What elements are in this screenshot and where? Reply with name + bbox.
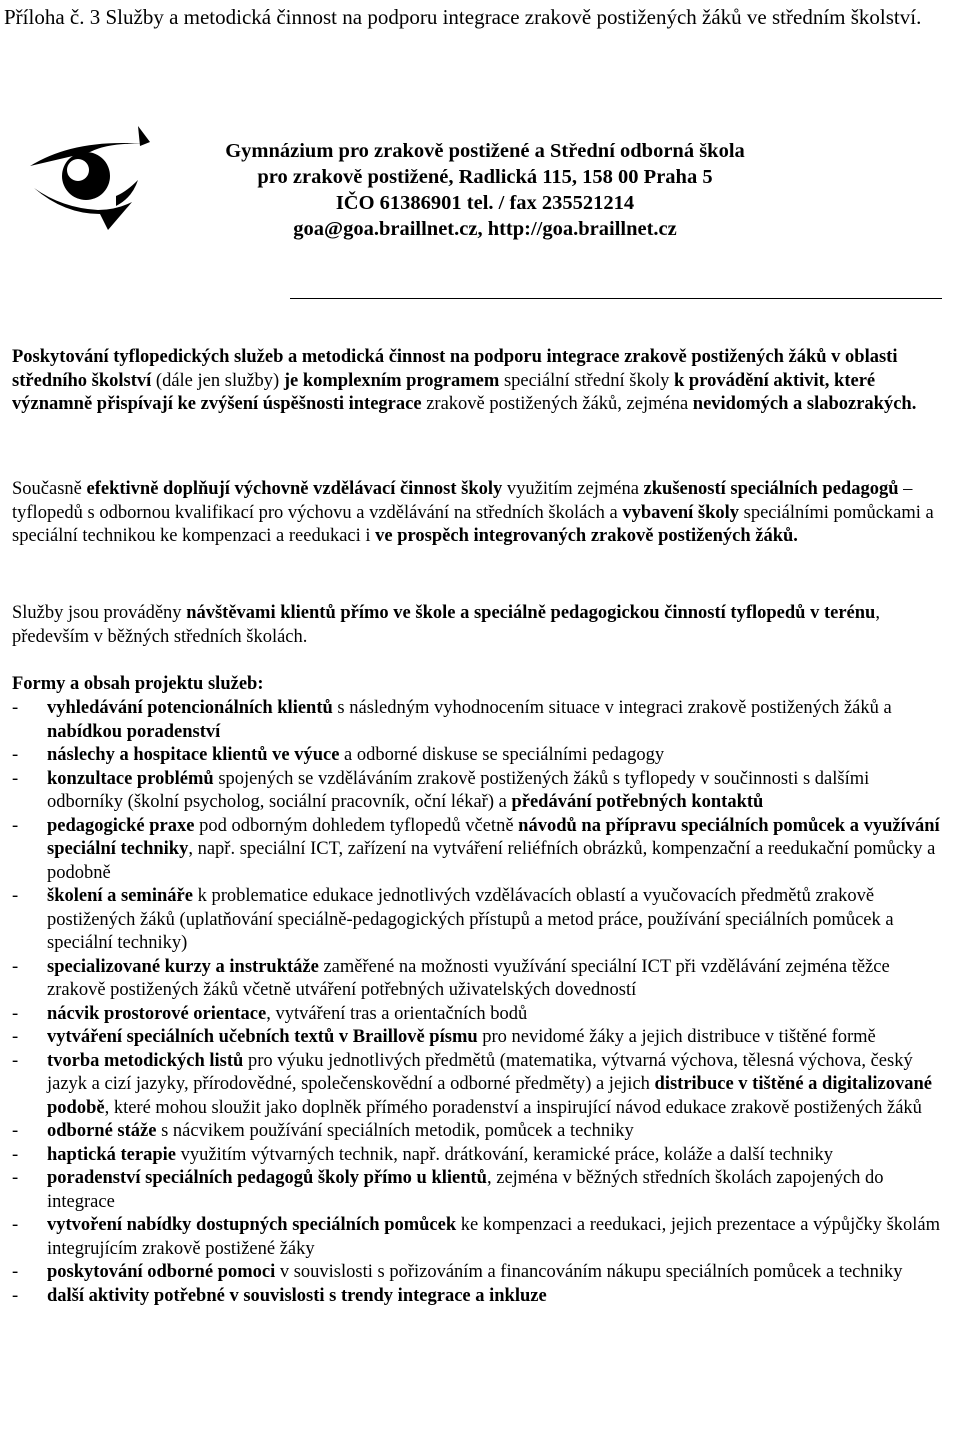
- text-run: pro výuku jednotlivých předmětů (matematika, výtvarná výchova, tělesná výchova, český jazyk a cizí jazyky, přírodovědné, společenskovědní a odborné předměty) a jejich: [47, 1050, 913, 1094]
- list-item: [12, 1144, 947, 1168]
- divider: [290, 298, 942, 299]
- bold-text-run: poskytování odborné pomoci: [47, 1262, 276, 1282]
- text-run: využitím výtvarných technik, např. drátkování, keramické práce, koláže a další techniky: [175, 1144, 833, 1165]
- bold-text-run: poradenství speciálních pedagogů školy přímo u klientů: [47, 1168, 487, 1188]
- bold-text-run: tvorba metodických listů: [47, 1050, 244, 1071]
- bold-text-run: zkušeností speciálních pedagogů: [643, 479, 899, 499]
- text-run: , zejména v běžných středních školách zapojených do integrace: [47, 1168, 884, 1212]
- bold-text-run: vytvoření nabídky dostupných speciálních pomůcek: [47, 1215, 457, 1235]
- text-run: – tyflopedů s odbornou kvalifikací pro výchovu a vzdělávání na středních školách a: [12, 479, 913, 523]
- section-heading: Formy a obsah projektu služeb:: [12, 674, 264, 694]
- bold-text-run: ve prospěch integrovaných zrakově postižených žáků.: [375, 526, 798, 546]
- list-item: [12, 1167, 947, 1214]
- text-run: pro nevidomé žáky a jejich distribuce v tištěné formě: [477, 1027, 876, 1047]
- bold-text-run: specializované kurzy a instruktáže: [47, 956, 319, 977]
- bold-text-run: náslechy a hospitace klientů ve výuce: [47, 745, 340, 765]
- text-run: Současně: [12, 479, 87, 499]
- page-title: Příloha č. 3 Služby a metodická činnost na podporu integrace zrakově postižených žáků ve středním školství.: [4, 5, 922, 29]
- dash-bullet: -: [12, 1121, 19, 1141]
- text-run: spojených se vzděláváním zrakově postižených žáků s tyflopedy v součinnosti s dalšími odborníky (školní psycholog, sociální pracovník, oční lékař) a: [47, 768, 870, 812]
- text-run: využitím zejména: [502, 479, 644, 499]
- bold-text-run: pedagogické praxe: [47, 815, 195, 836]
- bold-text-run: školení a semináře: [47, 886, 193, 906]
- text-run: speciálními pomůckami a speciální technikou ke kompenzaci a reedukaci i: [12, 502, 934, 546]
- bold-text-run: konzultace problémů: [47, 768, 214, 789]
- list-item: [12, 768, 947, 815]
- list-item: [12, 1214, 947, 1261]
- school-name: Gymnázium pro zrakově postižené a Střední odborná škola: [225, 140, 745, 162]
- list-item: [12, 815, 947, 886]
- bold-text-run: návodů na přípravu speciálních pomůcek a využívání speciální techniky: [47, 815, 940, 859]
- school-address-block: [140, 138, 830, 242]
- dash-bullet: -: [12, 1262, 19, 1282]
- bold-text-run: je komplexním programem: [283, 370, 500, 391]
- list-item: [12, 744, 947, 768]
- third-paragraph: [12, 602, 947, 649]
- school-contact: IČO 61386901 tel. / fax 235521214: [335, 192, 635, 214]
- text-run: zaměřené na možnosti využívání speciální ICT při vzdělávání zejména těžce zrakově postižených žáků včetně utváření potřebných uživatelských dovedností: [47, 956, 890, 1000]
- dash-bullet: -: [12, 815, 19, 836]
- second-paragraph: [12, 478, 947, 549]
- dash-bullet: -: [12, 1168, 19, 1188]
- text-run: , vytváření tras a orientačních bodů: [266, 1003, 528, 1024]
- text-run: s nácvikem používání speciálních metodik, pomůcek a techniky: [156, 1121, 634, 1141]
- text-run: s následným vyhodnocením situace v integraci zrakově postižených žáků a: [332, 698, 892, 718]
- bold-text-run: vytváření speciálních učebních textů v Braillově písmu: [47, 1027, 478, 1047]
- dash-bullet: -: [12, 956, 19, 977]
- text-run: , např. speciální ICT, zařízení na vytváření reliéfních obrázků, kompenzační a reedukační pomůcky a podobně: [47, 839, 936, 883]
- dash-bullet: -: [12, 745, 19, 765]
- list-item: [12, 1120, 947, 1144]
- bold-text-run: distribuce v tištěné a digitalizované podobě: [47, 1074, 933, 1118]
- dash-bullet: -: [12, 886, 19, 906]
- list-item: [12, 1285, 947, 1309]
- text-run: a odborné diskuse se speciálními pedagogy: [339, 745, 665, 765]
- bold-text-run: k provádění aktivit, které významně přispívají ke zvýšení úspěšnosti integrace: [12, 370, 876, 414]
- school-web: goa@goa.braillnet.cz, http://goa.braillnet.cz: [293, 218, 677, 240]
- text-run: k problematice edukace jednotlivých vzdělávacích oblastí a vyučovacích předmětů zrakově postižených žáků (uplatňování speciálně-pedagogických přístupů a metod práce, používání speciálních pomůcek a speciální techniky): [47, 886, 894, 953]
- services-list: [12, 697, 947, 1308]
- bold-text-run: vybavení školy: [622, 502, 740, 523]
- list-item: [12, 1026, 947, 1050]
- dash-bullet: -: [12, 1285, 19, 1306]
- list-item: [12, 697, 947, 744]
- bold-text-run: vyhledávání potencionálních klientů: [47, 698, 333, 718]
- bold-text-run: další aktivity potřebné v souvislosti s trendy integrace a inkluze: [47, 1285, 547, 1306]
- dash-bullet: -: [12, 1003, 19, 1024]
- dash-bullet: -: [12, 768, 19, 789]
- bold-text-run: Poskytování tyflopedických služeb a metodická činnost na podporu integrace zrakově postižených žáků v oblasti středního školství: [12, 347, 898, 391]
- list-item: [12, 885, 947, 956]
- bold-text-run: odborné stáže: [47, 1121, 157, 1141]
- dash-bullet: -: [12, 698, 19, 718]
- bold-text-run: návštěvami klientů přímo ve škole a speciálně pedagogickou činností tyflopedů v terénu: [186, 603, 876, 623]
- list-item: [12, 1003, 947, 1027]
- dash-bullet: -: [12, 1027, 19, 1047]
- dash-bullet: -: [12, 1050, 19, 1071]
- list-item: [12, 1050, 947, 1121]
- bold-text-run: haptická terapie: [47, 1144, 176, 1165]
- text-run: zrakově postižených žáků, zejména: [421, 394, 693, 414]
- text-run: , především v běžných středních školách.: [12, 603, 880, 647]
- text-run: v souvislosti s pořizováním a financováním nákupu speciálních pomůcek a techniky: [275, 1262, 903, 1282]
- text-run: speciální střední školy: [499, 370, 675, 391]
- list-item: [12, 1261, 947, 1285]
- dash-bullet: -: [12, 1144, 19, 1165]
- text-run: Služby jsou prováděny: [12, 603, 187, 623]
- intro-paragraph: [12, 346, 947, 417]
- text-run: pod odborným dohledem tyflopedů včetně: [194, 815, 519, 836]
- bold-text-run: efektivně doplňují výchovně vzdělávací činnost školy: [86, 479, 503, 499]
- dash-bullet: -: [12, 1215, 19, 1235]
- bold-text-run: nabídkou poradenství: [47, 721, 221, 742]
- bold-text-run: předávání potřebných kontaktů: [511, 792, 764, 812]
- text-run: (dále jen služby): [151, 370, 284, 391]
- bold-text-run: nácvik prostorové orientace: [47, 1003, 267, 1024]
- bold-text-run: nevidomých a slabozrakých.: [692, 394, 917, 414]
- text-run: , které mohou sloužit jako doplněk přímého poradenství a inspirující návod edukace zrakově postižených žáků: [104, 1097, 922, 1118]
- school-address: pro zrakově postižené, Radlická 115, 158 00 Praha 5: [257, 166, 713, 188]
- list-item: [12, 956, 947, 1003]
- text-run: ke kompenzaci a reedukaci, jejich prezentace a výpůjčky školám integrujícím zrakově postižené žáky: [47, 1215, 941, 1259]
